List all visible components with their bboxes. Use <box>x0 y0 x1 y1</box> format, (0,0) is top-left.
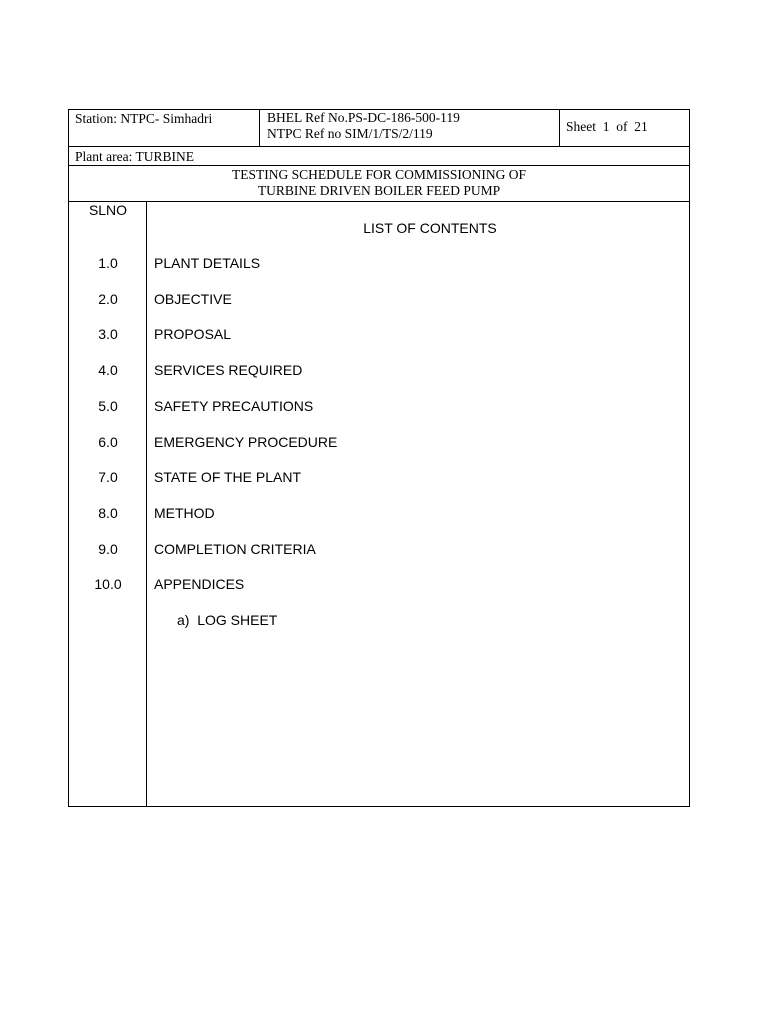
station-text: Station: NTPC- Simhadri <box>75 111 213 126</box>
toc-number: 6.0 <box>98 434 118 450</box>
toc-label: COMPLETION CRITERIA <box>154 541 316 557</box>
appendix-sub-item: a) LOG SHEET <box>177 612 278 628</box>
list-of-contents-header: LIST OF CONTENTS <box>363 220 497 236</box>
toc-label: STATE OF THE PLANT <box>154 469 302 485</box>
toc-number: 4.0 <box>98 362 118 378</box>
toc-label: SAFETY PRECAUTIONS <box>154 398 314 414</box>
toc-label: PLANT DETAILS <box>154 255 261 271</box>
title-line-1: TESTING SCHEDULE FOR COMMISSIONING OF <box>231 167 527 182</box>
toc-label: PROPOSAL <box>154 326 232 342</box>
toc-number: 7.0 <box>98 469 118 485</box>
toc-label: APPENDICES <box>154 576 245 592</box>
plant-area-text: Plant area: TURBINE <box>75 149 194 164</box>
toc-number: 1.0 <box>98 255 118 271</box>
contents-table <box>69 202 689 806</box>
bhel-ref-text: BHEL Ref No.PS-DC-186-500-119 <box>267 110 460 125</box>
toc-label: OBJECTIVE <box>154 291 232 307</box>
toc-number: 2.0 <box>98 291 118 307</box>
plant-area-row <box>69 147 689 166</box>
sheet-number-cell <box>560 110 689 146</box>
toc-label: EMERGENCY PROCEDURE <box>154 434 338 450</box>
sheet-number-text: Sheet 1 of 21 <box>566 119 648 134</box>
toc-number: 10.0 <box>94 576 122 592</box>
document-title <box>69 166 689 201</box>
title-row <box>69 166 689 202</box>
slno-header: SLNO <box>88 202 128 218</box>
toc-number: 8.0 <box>98 505 118 521</box>
header-row <box>69 110 689 147</box>
toc-number: 3.0 <box>98 326 118 342</box>
toc-number: 5.0 <box>98 398 118 414</box>
toc-label: SERVICES REQUIRED <box>154 362 303 378</box>
reference-cell <box>260 110 560 146</box>
title-line-2: TURBINE DRIVEN BOILER FEED PUMP <box>257 183 501 198</box>
ntpc-ref-text: NTPC Ref no SIM/1/TS/2/119 <box>267 126 433 141</box>
toc-label: METHOD <box>154 505 215 521</box>
document-sheet <box>68 109 690 807</box>
toc-number: 9.0 <box>98 541 118 557</box>
station-cell <box>69 110 260 146</box>
